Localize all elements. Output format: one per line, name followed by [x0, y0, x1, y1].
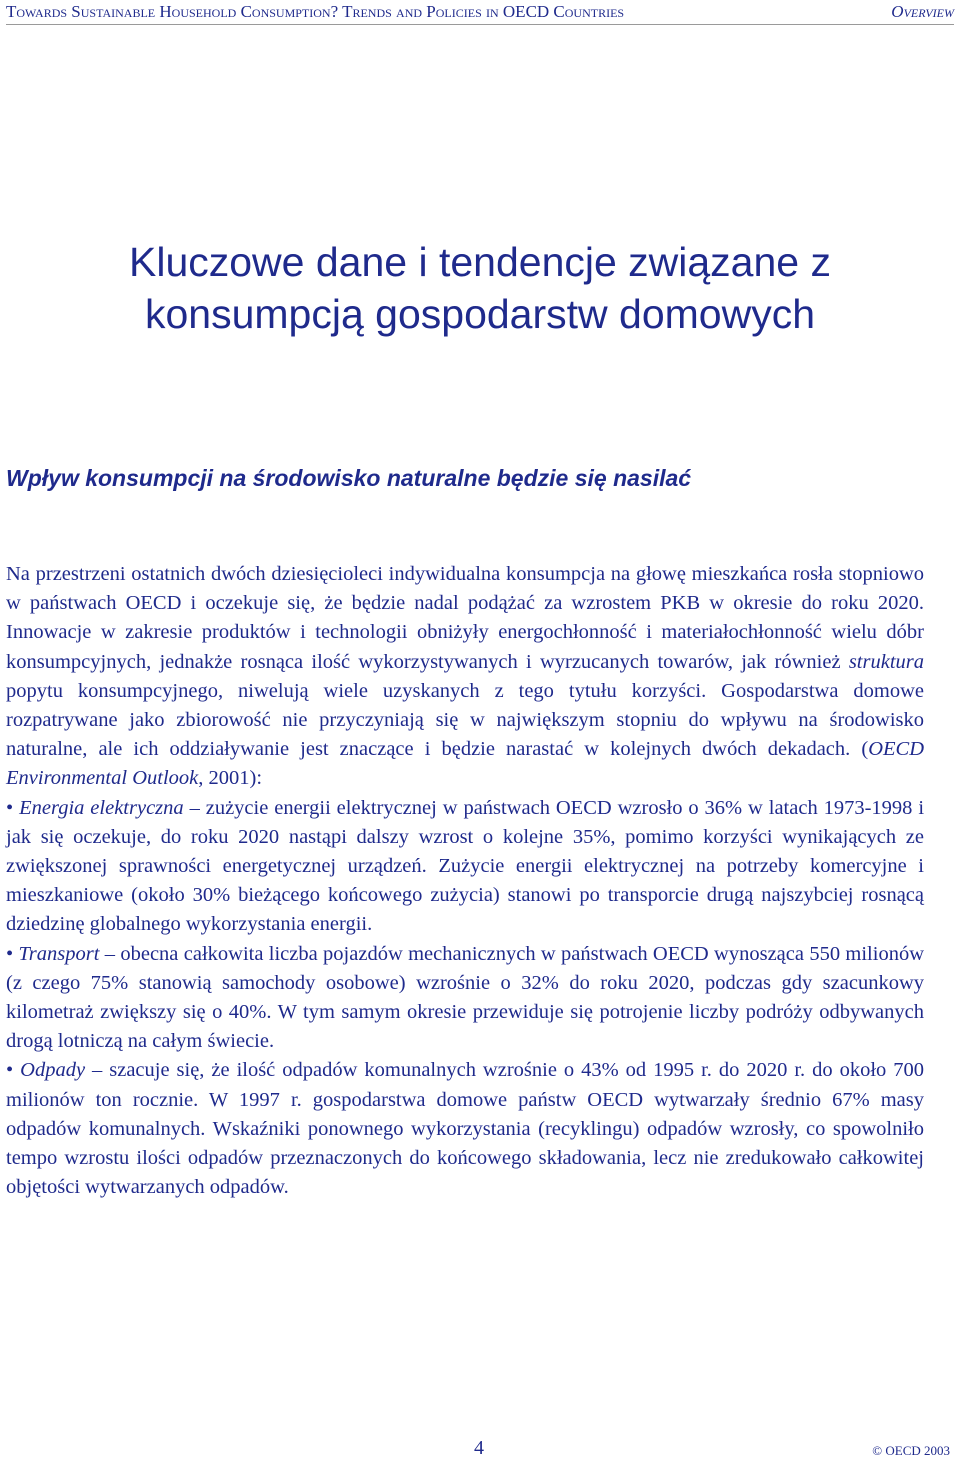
bullet-marker: • [6, 942, 14, 965]
page-number: 4 [474, 1437, 484, 1459]
header-section-name: Overview [891, 2, 954, 21]
intro-emphasis: struktura [848, 650, 924, 673]
bullet-marker: • [6, 1059, 14, 1082]
page-title [0, 236, 960, 340]
source-year: , 2001): [198, 767, 263, 790]
intro-text-end: popytu konsumpcyjnego, niwelują wiele uzyskanych z tego tytułu korzyści. Gospodarstwa domowe rozpatrywane jako zbiorowość nie przyczyniają się w największym stopniu do wpływu na środowisko naturalne, ale ich oddziaływanie jest znaczące i będzie narastać w kolejnych dwóch dekadach. ( [6, 679, 924, 761]
section-heading: Wpływ konsumpcji na środowisko naturalne będzie się nasilać [6, 465, 692, 491]
bullet-term-transport: Transport [18, 942, 100, 965]
header-publication-title: Towards Sustainable Household Consumption? Trends and Policies in OECD Countries [6, 2, 625, 21]
intro-text-start: Na przestrzeni ostatnich dwóch dziesięcioleci indywidualna konsumpcja na głowę mieszkańca rosła stopniowo w państwach OECD i oczekuje się, że będzie nadal podążać za wzrostem PKB w okresie do roku 2020. Innowacje w zakresie produktów i technologii obniżyły energochłonność i materiałochłonność wielu dóbr konsumpcyjnych, jednakże rosnąca ilość wykorzystywanych i wyrzucanych towarów, jak również [6, 563, 924, 673]
bullet-term-electricity: Energia elektryczna [19, 796, 184, 819]
body-text [6, 560, 924, 1202]
bullet-text-waste: – szacuje się, że ilość odpadów komunalnych wzrośnie o 43% od 1995 r. do 2020 r. do około 700 milionów ton rocznie. W 1997 r. gospodarstwa domowe państw OECD wytwarzały średnio 67% masy odpadów komunalnych. Wskaźniki ponownego wykorzystania (recyklingu) odpadów wzrosły, co spowolniło tempo wzrostu ilości odpadów przeznaczonych do końcowego składowania, lecz nie zredukowało całkowitej objętości wytwarzanych odpadów. [6, 1059, 924, 1199]
page-title-line-1: Kluczowe dane i tendencje związane z [129, 239, 831, 285]
intro-paragraph [6, 560, 924, 794]
bullet-text-transport: – obecna całkowita liczba pojazdów mechanicznych w państwach OECD wynosząca 550 milionów (z czego 75% stanowią samochody osobowe) wzrośnie o 32% do roku 2020, podczas gdy szacunkowy kilometraż zwiększy się o 40%. W tym samym okresie przewiduje się potrojenie liczby podróży odbywanych drogą lotniczą na całym świecie. [6, 942, 924, 1053]
source-title: OECD Environmental Outlook [6, 738, 924, 790]
bullet-marker: • [6, 796, 14, 819]
copyright-notice: © OECD 2003 [872, 1443, 950, 1458]
bullet-text-electricity: – zużycie energii elektrycznej w państwach OECD wzrosło o 36% w latach 1973-1998 i jak się oczekuje, do roku 2020 nastąpi dalszy wzrost o kolejne 35%, pomimo korzyści wynikających ze zwiększonej sprawności energetycznej urządzeń. Zużycie energii elektrycznej na potrzeby komercyjne i mieszkaniowe (około 30% bieżącego końcowego zużycia) stanowi po transporcie drugą najszybciej rosnącą dziedzinę globalnego wykorzystania energii. [6, 796, 925, 936]
running-header [6, 2, 954, 25]
bullet-waste [6, 1056, 924, 1202]
page-title-line-2: konsumpcją gospodarstw domowych [145, 291, 815, 337]
bullet-transport [6, 940, 924, 1057]
bullet-electricity [6, 794, 924, 940]
bullet-term-waste: Odpady [20, 1059, 86, 1082]
